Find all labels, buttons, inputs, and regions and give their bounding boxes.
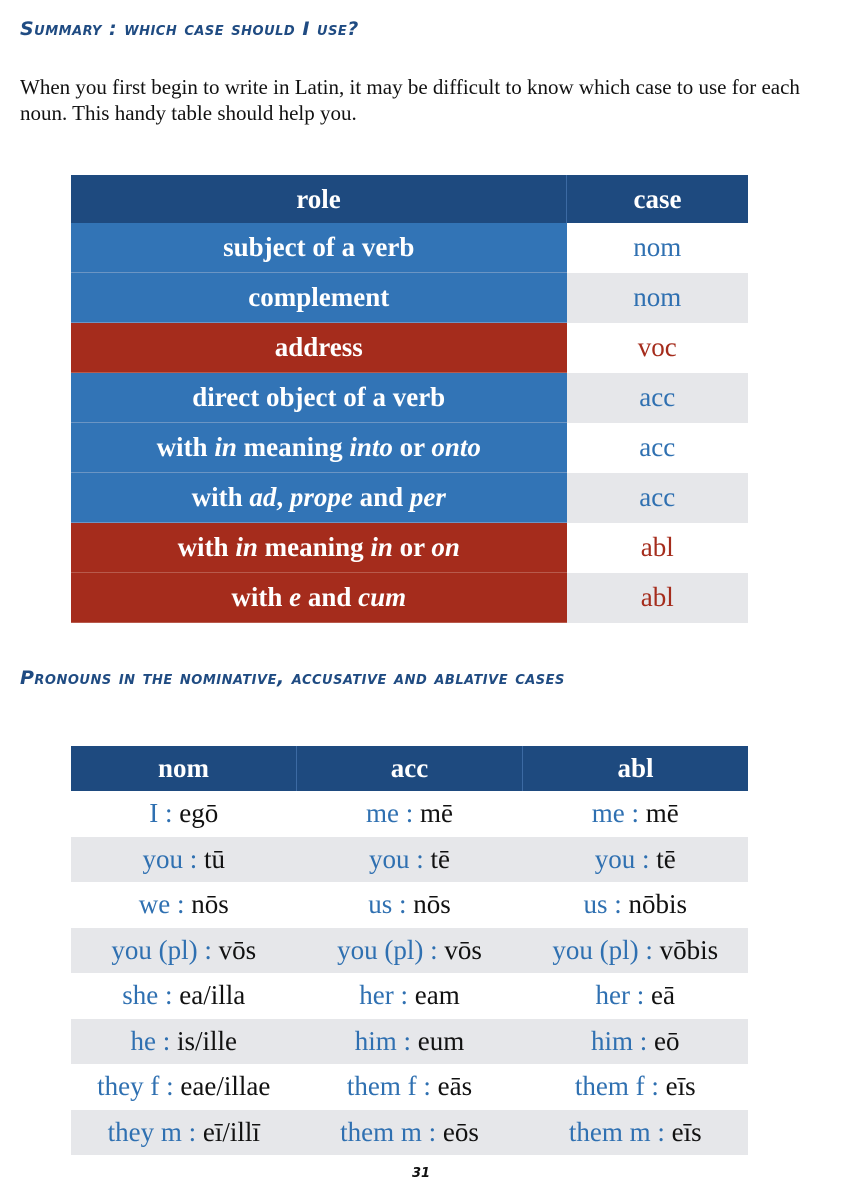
english-pronoun: he [130,1025,156,1056]
role-case-table [71,175,748,623]
case-cell: abl [567,523,749,573]
latin-pronoun: ea/illa [179,980,246,1011]
role-text: per [409,482,446,512]
separator: : [423,934,445,965]
table-row [71,473,748,523]
latin-pronoun: tū [204,843,226,874]
table-row [71,273,748,323]
pronoun-cell [523,791,749,837]
latin-pronoun: vōbis [659,934,719,965]
pronoun-cell [71,928,297,974]
table-row [71,791,748,837]
role-cell [71,223,567,273]
separator: : [638,934,660,965]
table-row [71,973,748,1019]
latin-pronoun: eās [437,1071,473,1102]
role-text: complement [248,282,390,312]
pronoun-cell [523,837,749,883]
table-row [71,928,748,974]
role-cell [71,573,567,623]
english-pronoun: her [359,980,394,1011]
table-row [71,882,748,928]
role-text: , [276,482,290,512]
english-pronoun: me [365,798,399,829]
header-case: case [567,175,749,223]
latin-pronoun: tē [430,843,450,874]
section-heading-summary: Summary : which case should I use? [20,18,359,40]
table-row [71,373,748,423]
separator: : [181,1116,203,1147]
english-pronoun: them m [340,1116,422,1147]
section-heading-pronouns: Pronouns in the nominative, accusative and ablative cases [20,667,565,689]
pronoun-cell [71,837,297,883]
english-pronoun: us [583,889,608,920]
pronoun-cell [523,1110,749,1156]
intro-paragraph: When you first begin to write in Latin, it may be difficult to know which case to use for each noun. This handy table should help you. [20,75,800,125]
role-cell [71,323,567,373]
separator: : [644,1071,666,1102]
latin-pronoun: eō [654,1025,680,1056]
separator: : [155,1025,177,1056]
role-text: or [392,532,432,562]
pronoun-cell [297,973,523,1019]
role-text: with [231,582,290,612]
english-pronoun: you (pl) [337,934,424,965]
english-pronoun: we [138,889,171,920]
separator: : [416,1071,438,1102]
table-row [71,423,748,473]
separator: : [624,798,646,829]
table-row [71,223,748,273]
separator: : [159,1071,181,1102]
latin-pronoun: egō [179,798,219,829]
latin-pronoun: nōs [191,889,229,920]
pronoun-cell [297,791,523,837]
table-header-row [71,746,748,791]
pronoun-cell [71,1019,297,1065]
latin-pronoun: tē [656,843,676,874]
latin-pronoun: is/ille [177,1025,237,1056]
latin-pronoun: vōs [218,934,257,965]
english-pronoun: she [122,980,159,1011]
table-row [71,1064,748,1110]
pronoun-cell [523,1064,749,1110]
separator: : [650,1116,672,1147]
table-header-row [71,175,748,223]
latin-pronoun: eīs [671,1116,702,1147]
separator: : [421,1116,443,1147]
english-pronoun: her [595,980,630,1011]
latin-pronoun: mē [420,798,453,829]
latin-pronoun: nōbis [628,889,688,920]
table-row [71,1019,748,1065]
pronoun-cell [71,1110,297,1156]
role-text: and [301,582,359,612]
header-role: role [71,175,567,223]
latin-pronoun: eum [417,1025,465,1056]
separator: : [409,843,431,874]
latin-pronoun: eā [651,980,675,1011]
table-row [71,573,748,623]
separator: : [158,980,180,1011]
role-text: onto [431,432,481,462]
latin-pronoun: eōs [442,1116,479,1147]
role-text: prope [289,482,353,512]
role-cell [71,523,567,573]
header-abl: abl [523,746,749,791]
case-cell: nom [567,223,749,273]
role-text: in [235,532,258,562]
table-row [71,523,748,573]
english-pronoun: you (pl) [552,934,639,965]
role-cell [71,273,567,323]
role-text: with [177,532,236,562]
pronoun-cell [297,928,523,974]
separator: : [392,889,414,920]
latin-pronoun: mē [645,798,679,829]
latin-pronoun: eī/illī [202,1116,260,1147]
pronoun-cell [297,882,523,928]
role-text: or [392,432,432,462]
separator: : [393,980,415,1011]
case-cell: acc [567,373,749,423]
case-cell: voc [567,323,749,373]
role-cell [71,373,567,423]
table-row [71,1110,748,1156]
english-pronoun: I [149,798,159,829]
pronoun-cell [297,1064,523,1110]
role-text: on [431,532,460,562]
role-text: direct object of a verb [192,382,446,412]
role-text: meaning [257,532,371,562]
case-cell: abl [567,573,749,623]
pronoun-cell [523,1019,749,1065]
pronoun-cell [71,882,297,928]
case-cell: acc [567,473,749,523]
pronoun-cell [297,1019,523,1065]
separator: : [398,798,420,829]
header-acc: acc [297,746,523,791]
case-cell: acc [567,423,749,473]
separator: : [635,843,657,874]
role-text: subject of a verb [223,232,415,262]
separator: : [633,1025,655,1056]
header-nom: nom [71,746,297,791]
role-text: and [352,482,410,512]
english-pronoun: me [591,798,625,829]
english-pronoun: you (pl) [111,934,198,965]
pronoun-cell [71,1064,297,1110]
english-pronoun: them f [346,1071,417,1102]
page-number: 31 [412,1166,431,1181]
latin-pronoun: eae/illae [180,1071,271,1102]
pronoun-cell [297,1110,523,1156]
english-pronoun: they m [107,1116,182,1147]
role-text: cum [358,582,407,612]
english-pronoun: us [368,889,393,920]
pronoun-cell [71,791,297,837]
latin-pronoun: nōs [413,889,451,920]
role-text: in [214,432,237,462]
english-pronoun: you [368,843,410,874]
role-text: in [370,532,393,562]
pronoun-cell [523,973,749,1019]
separator: : [630,980,652,1011]
pronoun-cell [297,837,523,883]
case-cell: nom [567,273,749,323]
pronoun-cell [523,928,749,974]
latin-pronoun: eīs [665,1071,696,1102]
table-row [71,323,748,373]
english-pronoun: you [142,843,183,874]
role-text: with [191,482,250,512]
pronoun-cell [71,973,297,1019]
role-cell [71,423,567,473]
separator: : [607,889,629,920]
english-pronoun: you [594,843,636,874]
role-text: into [349,432,393,462]
separator: : [170,889,192,920]
separator: : [197,934,219,965]
role-text: meaning [236,432,350,462]
english-pronoun: them m [568,1116,651,1147]
latin-pronoun: vōs [444,934,482,965]
pronoun-cell [523,882,749,928]
role-text: address [274,332,363,362]
role-text: with [156,432,215,462]
role-cell [71,473,567,523]
english-pronoun: him [590,1025,633,1056]
pronouns-table [71,746,748,1155]
separator: : [182,843,204,874]
latin-pronoun: eam [414,980,460,1011]
english-pronoun: they f [97,1071,160,1102]
separator: : [158,798,180,829]
role-text: e [289,582,302,612]
role-text: ad [249,482,277,512]
separator: : [396,1025,418,1056]
english-pronoun: him [354,1025,397,1056]
english-pronoun: them f [574,1071,645,1102]
table-row [71,837,748,883]
